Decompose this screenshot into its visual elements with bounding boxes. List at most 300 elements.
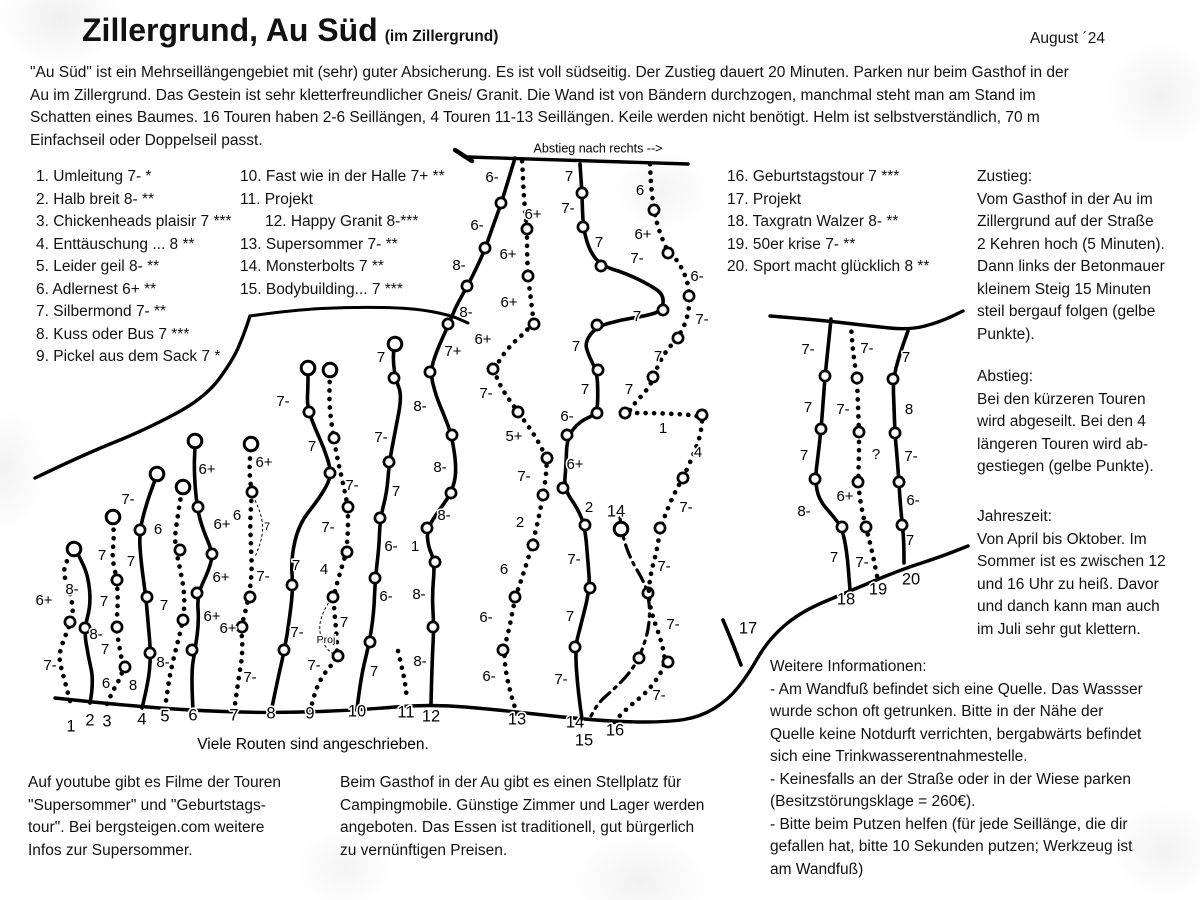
pitch-grade-label: 8- bbox=[89, 625, 103, 643]
pitch-grade-label: 8- bbox=[413, 652, 427, 670]
text-line: 3. Chickenheads plaisir 7 *** bbox=[36, 213, 232, 230]
topo-annotation: Abstieg nach rechts --> bbox=[533, 141, 663, 156]
topo-annotation: Viele Routen sind angeschrieben. bbox=[197, 736, 429, 754]
anchor-icon bbox=[188, 434, 202, 448]
bolt-icon bbox=[120, 662, 130, 672]
text-line: steil bergauf folgen (gelbe bbox=[977, 303, 1156, 320]
bolt-icon bbox=[287, 580, 297, 590]
route-line-11 bbox=[398, 651, 407, 699]
bolt-icon bbox=[65, 617, 75, 627]
route-number: 18 bbox=[836, 590, 856, 609]
bolt-icon bbox=[890, 428, 900, 438]
text-line: am Wandfuß) bbox=[770, 860, 864, 878]
pitch-grade-label: 8 bbox=[128, 676, 138, 694]
date-label: August ´24 bbox=[1030, 30, 1105, 47]
bolt-icon bbox=[498, 645, 508, 655]
text-line: - Am Wandfuß befindet sich eine Quelle. Das Wassser bbox=[770, 680, 1143, 698]
route-20 bbox=[888, 331, 920, 588]
bolt-icon bbox=[207, 549, 217, 559]
route-number: 19 bbox=[868, 580, 888, 599]
text-line: 4. Enttäuschung ... 8 ** bbox=[36, 235, 195, 253]
route-number: 2 bbox=[85, 711, 95, 730]
text-line: Bei den kürzeren Touren bbox=[977, 390, 1146, 408]
pitch-grade-label: 7 bbox=[99, 592, 109, 610]
bolt-icon bbox=[496, 198, 506, 208]
anchor-icon bbox=[150, 467, 164, 481]
pitch-grade-label: 6- bbox=[479, 608, 493, 626]
bolt-icon bbox=[861, 522, 871, 532]
text-line: Vom Gasthof in der Au im bbox=[977, 190, 1153, 208]
bolt-icon bbox=[578, 222, 588, 232]
bolt-icon bbox=[673, 333, 683, 343]
bolt-icon bbox=[343, 502, 353, 512]
bolt-icon bbox=[888, 374, 898, 384]
pitch-grade-label: 6+ bbox=[255, 453, 273, 471]
pitch-grade-label: 7- bbox=[630, 249, 644, 267]
pitch-grade-label: 6+ bbox=[524, 205, 542, 223]
text-line: Schatten eines Baumes. 16 Touren haben 2-6 Seillängen, 4 Touren 11-13 Seillängen. Keile werden nicht benötigt. Helm ist selbstverständlich, 70 m bbox=[30, 109, 1040, 126]
bolt-icon bbox=[820, 371, 830, 381]
pitch-grade-label: 7 bbox=[126, 552, 136, 570]
anchor-icon bbox=[301, 361, 315, 375]
bolt-icon bbox=[329, 433, 339, 443]
pitch-grade-label: 4 bbox=[693, 443, 703, 461]
text-line: und 16 Uhr zu heiß. Davor bbox=[977, 575, 1159, 593]
pitch-grade-label: 7 bbox=[369, 662, 379, 680]
pitch-grade-label: 7- bbox=[679, 498, 693, 516]
pitch-grade-label: 6- bbox=[485, 168, 499, 186]
route-number: 7 bbox=[229, 706, 239, 725]
bolt-icon bbox=[488, 364, 498, 374]
topo-annotation: Proj bbox=[316, 633, 336, 646]
bolt-icon bbox=[620, 408, 630, 418]
wall-line-var-7-loop bbox=[253, 496, 263, 557]
pitch-grade-label: 7- bbox=[801, 340, 815, 358]
text-line: 2. Halb breit 8- ** bbox=[36, 190, 155, 208]
route-number: 16 bbox=[605, 721, 625, 740]
text-line: 8. Kuss oder Bus 7 *** bbox=[36, 325, 190, 343]
pitch-grade-label: 6+ bbox=[203, 607, 221, 625]
bolt-icon bbox=[175, 545, 185, 555]
pitch-grade-label: 8- bbox=[459, 303, 473, 321]
route-number: 11 bbox=[397, 703, 415, 722]
bolt-icon bbox=[384, 457, 394, 467]
pitch-grade-label: 7- bbox=[904, 447, 918, 465]
route-number: 10 bbox=[347, 702, 367, 721]
text-line: Au im Zillergrund. Das Gestein ist sehr kletterfreundlicher Gneis/ Granit. Die Wand ist von Bändern durchzogen, manchmal steht man am Stand im bbox=[30, 86, 1036, 104]
bolt-icon bbox=[513, 407, 523, 417]
pitch-grade-label: 8- bbox=[433, 458, 447, 476]
topo-annotation: 7 bbox=[263, 520, 271, 533]
pitch-grade-label: 7- bbox=[256, 567, 270, 585]
route-16 bbox=[606, 164, 709, 739]
anchor-icon bbox=[67, 542, 81, 556]
anchor-icon bbox=[244, 437, 258, 451]
pitch-grade-label: 6- bbox=[384, 537, 398, 555]
text-line: wird abgeseilt. Bei den 4 bbox=[977, 413, 1146, 430]
pitch-grade-label: 8- bbox=[452, 256, 466, 274]
pitch-grade-label: ? bbox=[871, 445, 881, 463]
text-line: Campingmobile. Günstige Zimmer und Lager werden bbox=[340, 796, 705, 814]
text-line: "Supersommer" und "Geburtstags- bbox=[28, 796, 266, 814]
bolt-icon bbox=[193, 502, 203, 512]
text-line: 11. Projekt bbox=[240, 190, 313, 208]
pitch-grade-label: 7 bbox=[159, 596, 169, 614]
anchor-icon bbox=[323, 363, 337, 377]
pitch-grade-label: 8- bbox=[412, 585, 426, 603]
text-line: tour". Bei bergsteigen.com weitere bbox=[28, 819, 265, 836]
text-line: angeboten. Das Essen ist traditionell, gut bürgerlich bbox=[340, 819, 695, 836]
pitch-grade-label: 7 bbox=[653, 347, 663, 365]
anchor-icon bbox=[388, 337, 402, 351]
bolt-icon bbox=[897, 520, 907, 530]
bolt-icon bbox=[649, 205, 659, 215]
pitch-grade-label: 1 bbox=[410, 537, 420, 555]
text-line: 6. Adlernest 6+ ** bbox=[36, 280, 157, 298]
pitch-grade-label: 1 bbox=[658, 419, 668, 437]
text-line: Zustieg: bbox=[977, 168, 1033, 185]
pitch-grade-label: 7 bbox=[291, 556, 301, 574]
topo-annotation: 7 bbox=[339, 613, 349, 631]
bolt-icon bbox=[854, 427, 864, 437]
route-1 bbox=[35, 542, 80, 735]
bolt-icon bbox=[678, 473, 688, 483]
text-line: - Keinesfalls an der Straße oder in der Wiese parken bbox=[770, 770, 1131, 788]
text-line: zu vernünftigen Preisen. bbox=[340, 841, 508, 859]
pitch-grade-label: 7- bbox=[836, 400, 850, 418]
pitch-grade-label: 7- bbox=[695, 310, 709, 328]
pitch-grade-label: 7 bbox=[100, 640, 110, 658]
pitch-grade-label: 7 bbox=[307, 437, 317, 455]
pitch-grade-label: 6- bbox=[560, 407, 574, 425]
route-line-16 bbox=[614, 164, 702, 722]
pitch-grade-label: 7 bbox=[580, 380, 590, 398]
route-15 bbox=[554, 164, 671, 750]
text-line: - Bitte beim Putzen helfen (für jede Seillänge, die dir bbox=[770, 815, 1128, 833]
pitch-grade-label: 7 bbox=[391, 482, 401, 500]
bolt-icon bbox=[577, 188, 587, 198]
bolt-icon bbox=[592, 320, 602, 330]
route-5 bbox=[154, 480, 190, 725]
text-line: Dann links der Betonmauer bbox=[977, 258, 1165, 275]
text-line: Beim Gasthof in der Au gibt es einen Stellplatz für bbox=[340, 774, 682, 791]
text-line: Zillergrund auf der Straße bbox=[977, 213, 1154, 230]
route-number: 14 bbox=[565, 713, 585, 732]
pitch-grade-label: 6- bbox=[470, 216, 484, 234]
text-line: und danch kann man auch bbox=[977, 598, 1160, 615]
text-line: Jahreszeit: bbox=[977, 508, 1052, 525]
bolt-icon bbox=[522, 224, 532, 234]
pitch-grade-label: 6+ bbox=[499, 245, 517, 263]
bolt-icon bbox=[247, 487, 257, 497]
bolt-icon bbox=[894, 477, 904, 487]
pitch-grade-label: 6+ bbox=[213, 515, 231, 533]
pitch-grade-label: 7- bbox=[307, 656, 321, 674]
bolt-icon bbox=[447, 430, 457, 440]
route-line-8 bbox=[271, 370, 330, 712]
bolt-icon bbox=[528, 540, 538, 550]
pitch-grade-label: 7- bbox=[666, 615, 680, 633]
bolt-icon bbox=[655, 523, 665, 533]
pitch-grade-label: 6 bbox=[635, 181, 645, 199]
text-line: im Juli sehr gut klettern. bbox=[977, 620, 1141, 638]
bolt-icon bbox=[135, 525, 145, 535]
pitch-grade-label: 6+ bbox=[500, 293, 518, 311]
text-line: kleinem Steig 15 Minuten bbox=[977, 280, 1152, 298]
bolt-icon bbox=[333, 651, 343, 661]
pitch-grade-label: 8- bbox=[413, 397, 427, 415]
pitch-grade-label: 6+ bbox=[566, 455, 584, 473]
pitch-grade-label: 6+ bbox=[836, 487, 854, 505]
pitch-grade-label: 6+ bbox=[474, 330, 492, 348]
pitch-grade-label: 6- bbox=[690, 267, 704, 285]
bolt-icon bbox=[304, 407, 314, 417]
pitch-grade-label: 7 bbox=[376, 348, 386, 366]
route-12 bbox=[410, 158, 518, 726]
bolt-icon bbox=[697, 410, 707, 420]
route-number: 1 bbox=[66, 717, 76, 736]
bolt-icon bbox=[237, 622, 247, 632]
pitch-grade-label: 7- bbox=[121, 490, 135, 508]
text-line: 16. Geburtstagstour 7 *** bbox=[727, 168, 900, 185]
text-line: gestiegen (gelbe Punkte). bbox=[977, 458, 1154, 475]
bolt-icon bbox=[446, 488, 456, 498]
route-6 bbox=[187, 434, 231, 724]
pitch-grade-label: 8- bbox=[65, 580, 79, 598]
text-line: 5. Leider geil 8- ** bbox=[36, 258, 160, 275]
pitch-grade-label: 4 bbox=[319, 560, 329, 578]
text-line: "Au Süd" ist ein Mehrseillängengebiet mit (sehr) guter Absicherung. Es ist voll südseitig. Der Zustieg dauert 20 Minuten. Parken nur beim Gasthof in der bbox=[30, 64, 1069, 81]
text-line: 13. Supersommer 7- ** bbox=[240, 235, 398, 253]
route-4 bbox=[121, 467, 163, 728]
route-3 bbox=[98, 510, 130, 730]
text-line: Infos zur Supersommer. bbox=[28, 841, 193, 859]
route-18 bbox=[797, 319, 855, 608]
pitch-grade-label: 5+ bbox=[505, 427, 523, 445]
wall-line-band-mid bbox=[250, 307, 468, 323]
bolt-icon bbox=[663, 248, 673, 258]
text-line: Punkte). bbox=[977, 325, 1035, 343]
pitch-grade-label: 7 bbox=[905, 531, 915, 549]
pitch-grade-label: 7+ bbox=[444, 342, 462, 360]
bolt-icon bbox=[634, 653, 644, 663]
text-line: Abstieg: bbox=[977, 368, 1034, 385]
pitch-grade-label: 6 bbox=[499, 560, 509, 578]
pitch-grade-label: 7- bbox=[321, 518, 335, 536]
bolt-icon bbox=[816, 424, 826, 434]
pitch-grade-label: 2 bbox=[515, 513, 525, 531]
pitch-grade-label: 7 bbox=[803, 398, 813, 416]
bolt-icon bbox=[142, 592, 152, 602]
bolt-icon bbox=[428, 622, 438, 632]
text-line: 19. 50er krise 7- ** bbox=[727, 235, 856, 253]
pitch-grade-label: 8- bbox=[156, 653, 170, 671]
route-line-14 bbox=[591, 518, 650, 716]
pitch-grade-label: 7- bbox=[243, 668, 257, 686]
text-line: 15. Bodybuilding... 7 *** bbox=[240, 280, 403, 298]
pitch-grade-label: 6 bbox=[101, 674, 111, 692]
pitch-grade-label: 6+ bbox=[634, 225, 652, 243]
bolt-icon bbox=[245, 592, 255, 602]
bolt-icon bbox=[585, 583, 595, 593]
pitch-grade-label: 7- bbox=[290, 623, 304, 641]
bolt-icon bbox=[538, 490, 548, 500]
text-line: sich eine Trinkwasserentnahmestelle. bbox=[770, 748, 1028, 765]
bolt-icon bbox=[328, 592, 338, 602]
text-line: (Besitzstörungsklage = 260€). bbox=[770, 793, 976, 810]
pitch-grade-label: 6+ bbox=[35, 591, 53, 609]
bolt-icon bbox=[178, 615, 188, 625]
bolt-icon bbox=[325, 468, 335, 478]
bolt-icon bbox=[592, 408, 602, 418]
bolt-icon bbox=[389, 373, 399, 383]
pitch-grade-label: 7- bbox=[479, 384, 493, 402]
text-line: 12. Happy Granit 8-*** bbox=[265, 213, 419, 230]
route-number: 15 bbox=[574, 731, 594, 750]
bolt-icon bbox=[596, 261, 606, 271]
wall-line-band-left bbox=[35, 316, 250, 478]
pitch-grade-label: 7 bbox=[901, 348, 911, 366]
bolt-icon bbox=[562, 430, 572, 440]
bolt-icon bbox=[425, 367, 435, 377]
pitch-grade-label: 7- bbox=[345, 476, 359, 494]
bolt-icon bbox=[853, 477, 863, 487]
text-line: 20. Sport macht glücklich 8 ** bbox=[727, 258, 930, 275]
bolt-icon bbox=[852, 373, 862, 383]
text-line: längeren Touren wird ab- bbox=[977, 435, 1149, 453]
bolt-icon bbox=[187, 645, 197, 655]
bolt-icon bbox=[365, 637, 375, 647]
route-number: 13 bbox=[507, 710, 527, 729]
bolt-icon bbox=[145, 648, 155, 658]
route-number: 17 bbox=[738, 619, 758, 638]
pitch-grade-label: 7- bbox=[567, 550, 581, 568]
pitch-grade-label: 8 bbox=[904, 400, 914, 418]
pitch-grade-label: 7 bbox=[571, 337, 581, 355]
text-line: Auf youtube gibt es Filme der Touren bbox=[28, 774, 282, 791]
route-line-6 bbox=[192, 444, 212, 710]
bolt-icon bbox=[580, 520, 590, 530]
text-line: 10. Fast wie in der Halle 7+ ** bbox=[240, 168, 445, 185]
bolt-icon bbox=[480, 243, 490, 253]
pitch-grade-label: 7- bbox=[860, 339, 874, 357]
route-8 bbox=[263, 361, 335, 723]
bolt-icon bbox=[570, 642, 580, 652]
text-line: 2 Kehren hoch (5 Minuten). bbox=[977, 235, 1165, 253]
bolt-icon bbox=[375, 513, 385, 523]
bolt-icon bbox=[192, 588, 202, 598]
pitch-grade-label: 6 bbox=[232, 506, 242, 524]
wall-line-sector-top bbox=[770, 311, 963, 329]
route-number: 20 bbox=[901, 570, 921, 589]
text-line: 18. Taxgratn Walzer 8- ** bbox=[727, 213, 899, 230]
pitch-grade-label: 7- bbox=[554, 670, 568, 688]
text-line: Von April bis Oktober. Im bbox=[977, 530, 1147, 548]
route-line-12 bbox=[427, 158, 518, 704]
bolt-icon bbox=[529, 319, 539, 329]
text-line: Quelle keine Notdurft verrichten, bergabwärts befindet bbox=[770, 725, 1142, 743]
route-10 bbox=[348, 337, 402, 720]
pitch-grade-label: 8- bbox=[437, 506, 451, 524]
text-line: 7. Silbermond 7- ** bbox=[36, 303, 167, 320]
pitch-grade-label: 6- bbox=[379, 587, 393, 605]
bolt-icon bbox=[430, 557, 440, 567]
page-title-text: Zillergrund, Au Süd bbox=[82, 12, 378, 48]
pitch-grade-label: 7- bbox=[657, 557, 671, 575]
route-number: 4 bbox=[137, 710, 147, 729]
pitch-grade-label: 7- bbox=[43, 656, 57, 674]
bolt-icon bbox=[443, 319, 453, 329]
pitch-grade-label: 7 bbox=[632, 307, 642, 325]
pitch-grade-label: 6+ bbox=[212, 568, 230, 586]
pitch-grade-label: 7- bbox=[517, 467, 531, 485]
text-line: gefallen hat, bitte 10 Sekunden putzen; Werkzeug ist bbox=[770, 838, 1133, 855]
bolt-icon bbox=[558, 483, 568, 493]
bolt-icon bbox=[370, 573, 380, 583]
bolt-icon bbox=[112, 575, 122, 585]
text-line: wurde schon oft getrunken. Bitte in der Nähe der bbox=[770, 703, 1104, 720]
pitch-grade-label: 7- bbox=[855, 553, 869, 571]
route-17 bbox=[723, 619, 757, 665]
route-number: 5 bbox=[160, 707, 170, 726]
text-line: Einfachseil oder Doppelseil passt. bbox=[30, 131, 263, 149]
pitch-grade-label: 6- bbox=[482, 667, 496, 685]
route-number: 8 bbox=[266, 704, 276, 723]
route-9 bbox=[305, 363, 358, 722]
route-number: 9 bbox=[305, 704, 315, 723]
pitch-grade-label: 6+ bbox=[198, 460, 216, 478]
wall-line-top-edge bbox=[468, 157, 688, 164]
bolt-icon bbox=[658, 305, 668, 315]
bolt-icon bbox=[422, 523, 432, 533]
pitch-grade-label: 8- bbox=[797, 502, 811, 520]
pitch-grade-label: 7 bbox=[799, 446, 809, 464]
page-subtitle: (im Zillergrund) bbox=[384, 28, 499, 45]
text-line: 9. Pickel aus dem Sack 7 * bbox=[36, 348, 221, 365]
bolt-icon bbox=[593, 365, 603, 375]
text-line: 1. Umleitung 7- * bbox=[36, 168, 152, 185]
text-line: Weitere Informationen: bbox=[770, 658, 927, 675]
bolt-icon bbox=[523, 271, 533, 281]
anchor-icon bbox=[176, 480, 190, 494]
pitch-grade-label: 7 bbox=[97, 546, 107, 564]
bolt-icon bbox=[112, 622, 122, 632]
bolt-icon bbox=[462, 281, 472, 291]
pitch-grade-label: 7- bbox=[561, 199, 575, 217]
pitch-grade-label: 2 bbox=[584, 498, 594, 516]
bolt-icon bbox=[510, 592, 520, 602]
bolt-icon bbox=[279, 645, 289, 655]
bolt-icon bbox=[542, 453, 552, 463]
route-line-15 bbox=[565, 164, 666, 719]
bolt-icon bbox=[684, 291, 694, 301]
text-line: 17. Projekt bbox=[727, 190, 802, 208]
pitch-grade-label: 6- bbox=[906, 491, 920, 509]
pitch-grade-label: 7 bbox=[829, 548, 839, 566]
pitch-grade-label: 7 bbox=[624, 380, 634, 398]
route-line-10 bbox=[357, 346, 400, 709]
bolt-icon bbox=[810, 474, 820, 484]
pitch-grade-label: 7 bbox=[594, 233, 604, 251]
pitch-grade-label: 6+ bbox=[219, 619, 237, 637]
pitch-grade-label: 6 bbox=[153, 520, 163, 538]
route-number: 6 bbox=[188, 706, 198, 725]
pitch-grade-label: 7 bbox=[565, 607, 575, 625]
pitch-grade-label: 7- bbox=[374, 428, 388, 446]
bolt-icon bbox=[663, 657, 673, 667]
topo-annotation: 14 bbox=[606, 502, 626, 521]
text-line: Sommer ist es zwischen 12 bbox=[977, 553, 1166, 570]
